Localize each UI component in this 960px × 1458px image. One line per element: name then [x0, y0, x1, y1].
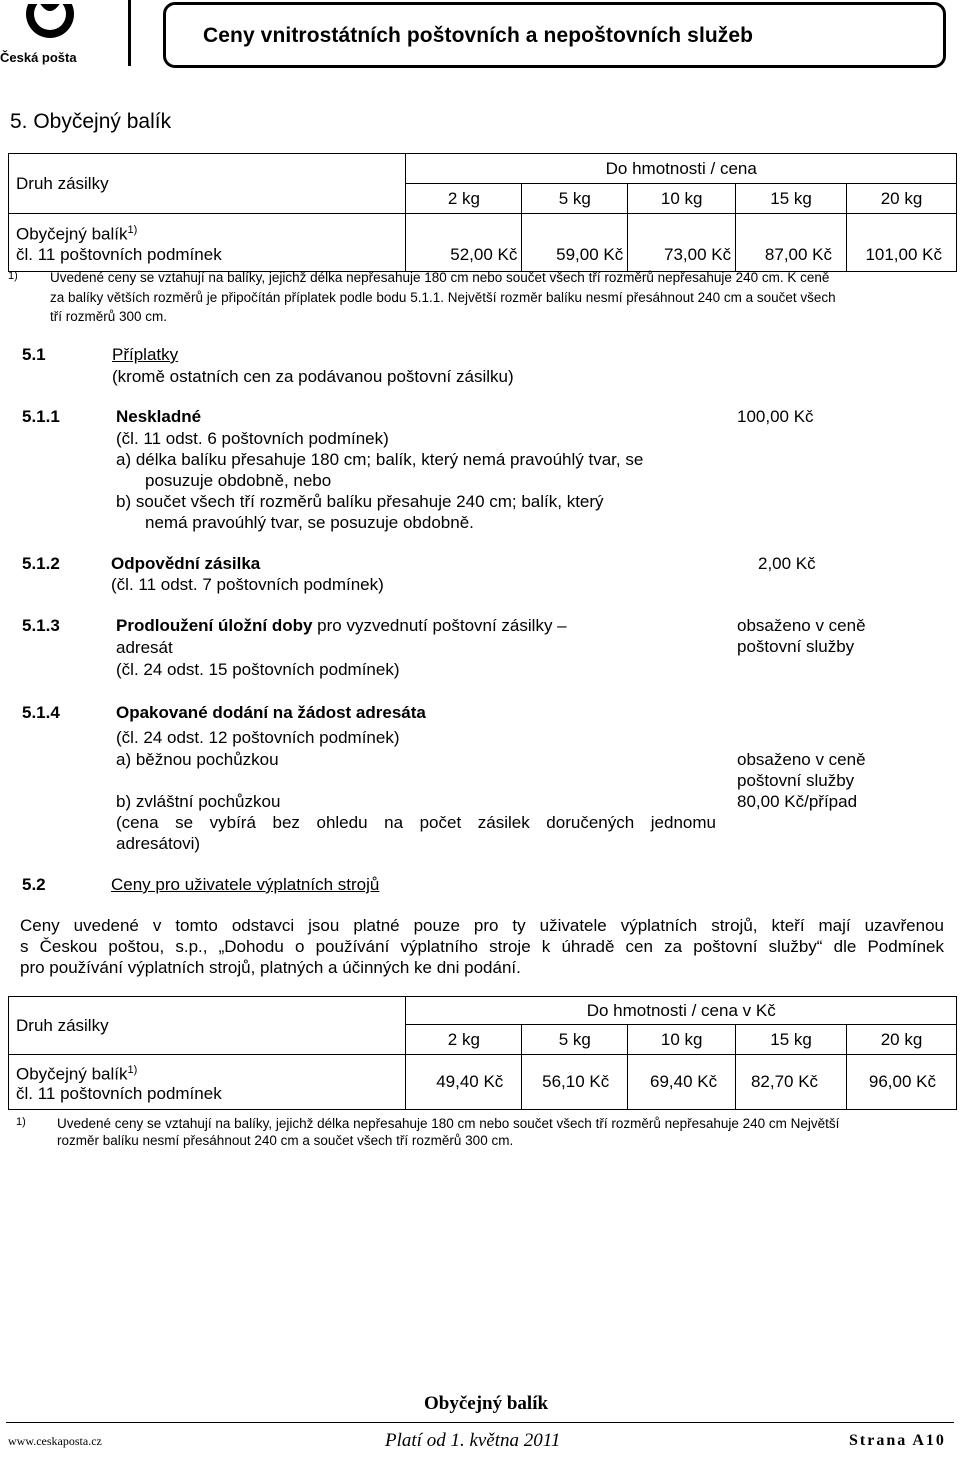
- section-heading: 5. Obyčejný balík: [10, 110, 172, 133]
- section-subtitle: (kromě ostatních cen za podávanou poštovní zásilku): [112, 367, 514, 386]
- item-option: b) zvláštní pochůzkou: [116, 792, 281, 811]
- weight-header: 15 kg: [736, 184, 847, 214]
- row-label: Obyčejný balík$^{1)}$ čl. 11 poštovních podmínek: [9, 1055, 406, 1110]
- price-cell: 82,70 Kč: [736, 1055, 847, 1110]
- item-condition: nemá pravoúhlý tvar, se posuzuje obdobně.: [145, 513, 474, 532]
- brand-name: Česká pošta: [0, 50, 77, 65]
- footnote-line: Uvedené ceny se vztahují na balíky, jejichž délka nepřesahuje 180 cm nebo součet všech tří rozměrů nepřesahuje 240 cm. K ceně: [50, 270, 830, 285]
- price-cell: 69,40 Kč: [628, 1055, 736, 1110]
- page-title: Ceny vnitrostátních poštovních a nepoštovních služeb: [203, 24, 754, 47]
- weight-header: 2 kg: [406, 184, 522, 214]
- item-number: 5.1.1: [22, 407, 60, 426]
- item-title: Opakované dodání na žádost adresáta: [116, 703, 426, 722]
- weight-header: 2 kg: [406, 1025, 522, 1055]
- footer-rule: [6, 1422, 954, 1423]
- footnote-mark: 1): [16, 1116, 26, 1128]
- item-price: poštovní služby: [737, 637, 855, 656]
- paragraph-line: pro používání výplatních strojů, platných a účinných ke dni podání.: [20, 958, 521, 977]
- footnote-line: tří rozměrů 300 cm.: [50, 309, 168, 324]
- item-price: 100,00 Kč: [737, 407, 814, 426]
- item-condition: posuzuje obdobně, nebo: [145, 471, 332, 490]
- item-title: Prodloužení úložní doby pro vyzvednutí poštovní zásilky –: [116, 616, 567, 635]
- header-divider: [128, 0, 131, 66]
- item-reference: (čl. 24 odst. 12 poštovních podmínek): [116, 728, 400, 747]
- weight-header: 20 kg: [847, 1025, 957, 1055]
- price-cell: 96,00 Kč: [847, 1055, 957, 1110]
- col-header-weight-price: Do hmotnosti / cena: [406, 154, 957, 184]
- section-title: Příplatky: [112, 345, 179, 364]
- price-table-1: [8, 153, 957, 272]
- footnote-line: rozměr balíku nesmí přesáhnout 240 cm a součet všech tří rozměrů 300 cm.: [57, 1133, 514, 1148]
- weight-header: 10 kg: [628, 184, 736, 214]
- row-label: Obyčejný balík$^{1)}$ čl. 11 poštovních podmínek: [9, 214, 406, 272]
- price-cell: 59,00 Kč: [522, 214, 628, 272]
- paragraph-line: Ceny uvedené v tomto odstavci jsou platné pouze pro ty uživatele výplatních strojů, kteří mají uzavřenou: [20, 916, 944, 935]
- section-title: Ceny pro uživatele výplatních strojů: [111, 875, 380, 894]
- price-table-2: [8, 996, 957, 1110]
- weight-header: 15 kg: [736, 1025, 847, 1055]
- item-title-cont: adresát: [116, 638, 173, 657]
- item-price: obsaženo v ceně: [737, 616, 866, 635]
- item-reference: (čl. 11 odst. 7 poštovních podmínek): [111, 575, 384, 594]
- col-header-type: Druh zásilky: [9, 154, 406, 214]
- item-price: poštovní služby: [737, 771, 855, 790]
- price-cell: 87,00 Kč: [736, 214, 847, 272]
- item-reference: (čl. 11 odst. 6 poštovních podmínek): [116, 429, 389, 448]
- footnote-line: za balíky větších rozměrů je připočítán příplatek podle bodu 5.1.1. Největší rozměr balíku nesmí přesáhnout 240 cm a součet všech: [50, 290, 836, 305]
- item-title: Neskladné: [116, 407, 202, 426]
- item-condition: b) součet všech tří rozměrů balíku přesahuje 240 cm; balík, který: [116, 492, 604, 511]
- item-number: 5.1.2: [22, 554, 60, 573]
- price-cell: 49,40 Kč: [406, 1055, 522, 1110]
- item-price: obsaženo v ceně: [737, 750, 866, 769]
- price-cell: 73,00 Kč: [628, 214, 736, 272]
- weight-header: 10 kg: [628, 1025, 736, 1055]
- page-number: Strana A10: [849, 1432, 946, 1449]
- col-header-weight-price: Do hmotnosti / cena v Kč: [406, 997, 957, 1025]
- item-number: 5.1.4: [22, 703, 60, 722]
- footer-url[interactable]: www.ceskaposta.cz: [8, 1434, 102, 1448]
- item-number: 5.1.3: [22, 616, 60, 635]
- item-note: adresátovi): [116, 834, 201, 853]
- paragraph-line: s Českou poštou, s.p., „Dohodu o používání výplatního stroje k úhradě cen za poštovní služby“ dle Podmínek: [20, 937, 944, 956]
- footer-validity: Platí od 1. května 2011: [385, 1430, 561, 1451]
- item-reference: (čl. 24 odst. 15 poštovních podmínek): [116, 660, 400, 679]
- weight-header: 5 kg: [522, 184, 628, 214]
- weight-header: 5 kg: [522, 1025, 628, 1055]
- col-header-type: Druh zásilky: [9, 997, 406, 1055]
- item-note: (cena se vybírá bez ohledu na počet zásilek doručených jednomu: [116, 813, 716, 832]
- weight-header: 20 kg: [847, 184, 957, 214]
- section-number: 5.2: [22, 875, 46, 894]
- price-cell: 52,00 Kč: [406, 214, 522, 272]
- footer-title: Obyčejný balík: [424, 1393, 549, 1414]
- footnote-line: Uvedené ceny se vztahují na balíky, jejichž délka nepřesahuje 180 cm nebo součet všech tří rozměrů nepřesahuje 240 cm Největší: [57, 1116, 840, 1131]
- item-option: a) běžnou pochůzkou: [116, 750, 279, 769]
- section-number: 5.1: [22, 345, 46, 364]
- item-price: 80,00 Kč/případ: [737, 792, 858, 811]
- item-title: Odpovědní zásilka: [111, 554, 261, 573]
- price-cell: 101,00 Kč: [847, 214, 957, 272]
- footnote-mark: 1): [8, 270, 18, 282]
- item-price: 2,00 Kč: [758, 554, 816, 573]
- price-cell: 56,10 Kč: [522, 1055, 628, 1110]
- item-condition: a) délka balíku přesahuje 180 cm; balík, který nemá pravoúhlý tvar, se: [116, 450, 644, 469]
